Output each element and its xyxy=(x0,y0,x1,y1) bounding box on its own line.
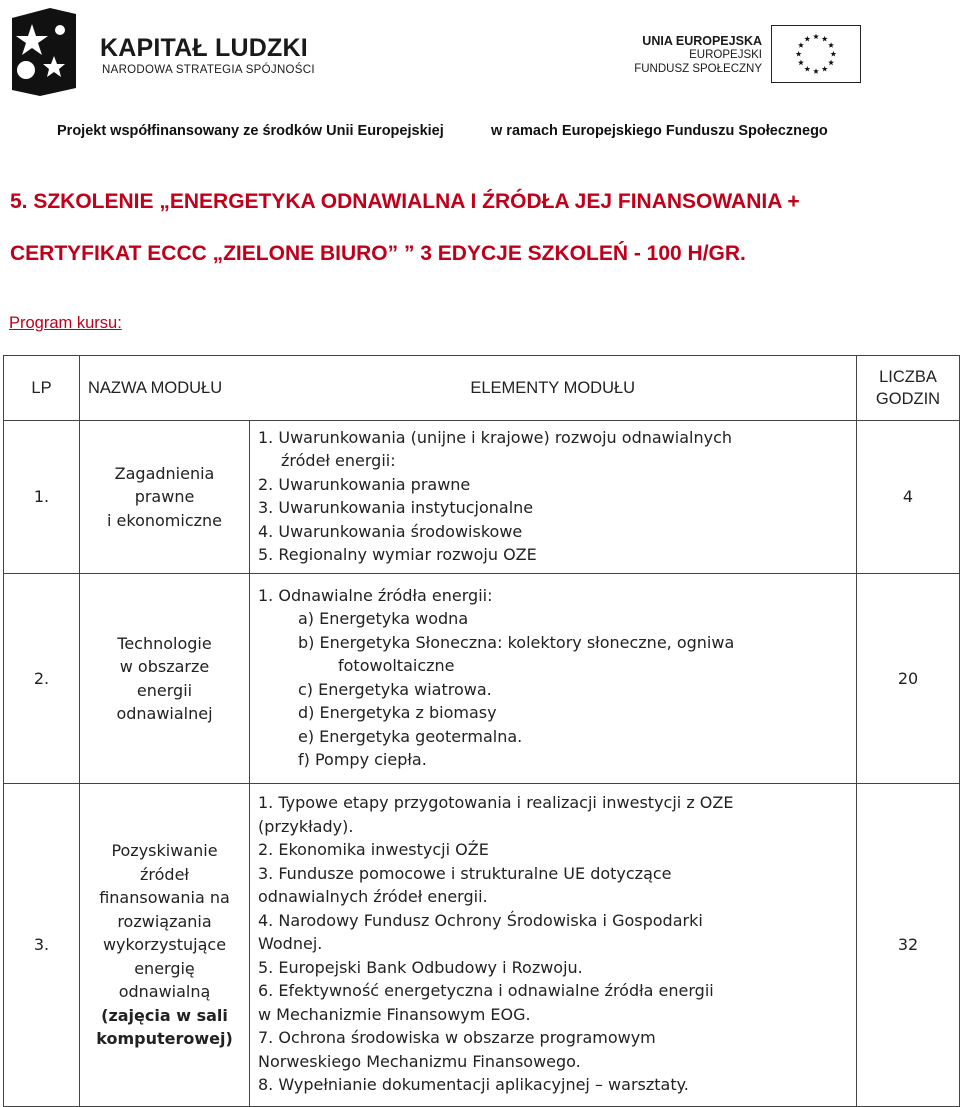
element-item: w Mechanizmie Finansowym EOG. xyxy=(258,1004,531,1024)
element-item: 1. Typowe etapy przygotowania i realizacji inwestycji z OZE xyxy=(258,793,734,813)
eu-star-icon xyxy=(813,68,819,74)
module-name-line: w obszarze xyxy=(119,657,210,676)
element-subitem: a) Energetyka wodna xyxy=(298,609,469,628)
table-row xyxy=(4,574,960,784)
element-item: 6. Efektywność energetyczna i odnawialne źródła energii xyxy=(258,981,714,1001)
element-subitem: e) Energetyka geotermalna. xyxy=(298,726,523,746)
eu-star-icon xyxy=(796,51,802,57)
element-item: 8. Wypełnianie dokumentacji aplikacyjnej – warsztaty. xyxy=(258,1075,689,1095)
header-lp: LP xyxy=(4,356,80,421)
module-name-line: rozwiązania xyxy=(117,911,212,931)
header-module-elements: ELEMENTY MODUŁU xyxy=(250,356,857,421)
table-header-row xyxy=(4,356,960,421)
title-line-1: 5. SZKOLENIE „ENERGETYKA ODNAWIALNA I ŹRÓDŁA JEJ FINANSOWANIA + xyxy=(10,190,800,213)
element-item: 1. Odnawialne źródła energii: xyxy=(258,585,493,605)
row-lp: 2. xyxy=(4,574,80,784)
eu-fund-label xyxy=(634,34,762,76)
kapital-ludzki-logo xyxy=(10,4,78,98)
element-item: 2. Ekonomika inwestycji OŹE xyxy=(258,840,489,860)
eu-star-icon xyxy=(822,66,828,72)
module-hours: 4 xyxy=(857,421,960,574)
module-name-line: Technologie xyxy=(117,633,212,653)
module-name xyxy=(80,421,250,574)
element-subitem: f) Pompy ciepła. xyxy=(298,750,427,769)
element-item: 4. Narodowy Fundusz Ochrony Środowiska i Gospodarki xyxy=(258,910,703,930)
eu-star-icon xyxy=(804,66,810,72)
header-hours-line1: LICZBA xyxy=(879,368,937,386)
table-row xyxy=(4,784,960,1107)
module-name-note: komputerowej) xyxy=(96,1029,233,1049)
element-item: (przykłady). xyxy=(258,816,354,836)
module-name-line: źródeł xyxy=(140,864,189,884)
module-name-line: odnawialną xyxy=(118,982,211,1002)
module-name-line: Pozyskiwanie xyxy=(111,841,218,861)
module-name-line: i ekonomiczne xyxy=(107,510,222,530)
element-item: 2. Uwarunkowania prawne xyxy=(258,474,471,494)
brand-subtitle: NARODOWA STRATEGIA SPÓJNOŚCI xyxy=(102,64,315,76)
ue-line2: EUROPEJSKI xyxy=(689,49,762,61)
project-left-text: Projekt współfinansowany ze środków Unii Europejskiej xyxy=(57,123,444,139)
element-item: 3. Uwarunkowania instytucjonalne xyxy=(258,498,534,517)
header-hours-line2: GODZIN xyxy=(875,390,941,408)
eu-star-icon xyxy=(830,51,836,57)
module-name-line: Zagadnienia xyxy=(114,463,215,483)
element-item: Norweskiego Mechanizmu Finansowego. xyxy=(258,1051,581,1071)
ue-line3: FUNDUSZ SPOŁECZNY xyxy=(634,63,762,75)
eu-star-icon xyxy=(804,36,810,42)
row-lp: 1. xyxy=(4,421,80,574)
program-label: Program kursu: xyxy=(9,314,122,332)
module-name-note: (zajęcia w sali xyxy=(101,1005,228,1025)
module-name-line: energię xyxy=(134,958,195,978)
module-name-line: finansowania na xyxy=(99,888,230,908)
element-subitem: d) Energetyka z biomasy xyxy=(298,703,497,722)
element-item: 7. Ochrona środowiska w obszarze programowym xyxy=(258,1028,656,1048)
row-lp: 3. xyxy=(4,784,80,1107)
page-title xyxy=(10,176,955,280)
element-item: źródeł energii: xyxy=(281,451,396,470)
element-item: 5. Regionalny wymiar rozwoju OZE xyxy=(258,545,537,564)
module-name-line: wykorzystujące xyxy=(102,935,227,955)
module-name-line: energii xyxy=(136,680,193,700)
module-name xyxy=(80,784,250,1107)
element-subitem: b) Energetyka Słoneczna: kolektory słoneczne, ogniwa xyxy=(298,632,735,652)
brand-title: KAPITAŁ LUDZKI xyxy=(100,34,308,62)
module-elements xyxy=(250,421,857,574)
element-item: 3. Fundusze pomocowe i strukturalne UE dotyczące xyxy=(258,863,672,883)
table-row xyxy=(4,421,960,574)
eu-star-icon xyxy=(828,60,834,66)
ue-line1: UNIA EUROPEJSKA xyxy=(642,34,762,48)
header-module-name: NAZWA MODUŁU xyxy=(80,356,250,421)
element-item: 5. Europejski Bank Odbudowy i Rozwoju. xyxy=(258,957,583,977)
element-item: 1. Uwarunkowania (unijne i krajowe) rozwoju odnawialnych xyxy=(258,427,732,447)
eu-star-icon xyxy=(813,34,819,40)
project-right-text: w ramach Europejskiego Funduszu Społecznego xyxy=(491,123,828,139)
module-name xyxy=(80,574,250,784)
module-elements xyxy=(250,784,857,1107)
element-subitem: c) Energetyka wiatrowa. xyxy=(298,679,492,699)
element-subitem: fotowoltaiczne xyxy=(338,656,455,675)
element-item: Wodnej. xyxy=(258,934,323,954)
module-name-line: prawne xyxy=(134,487,195,507)
eu-flag-icon xyxy=(771,25,861,83)
title-line-2: CERTYFIKAT ECCC „ZIELONE BIURO” ” 3 EDYCJE SZKOLEŃ - 100 H/GR. xyxy=(10,242,746,265)
eu-star-icon xyxy=(798,42,804,48)
module-hours: 32 xyxy=(857,784,960,1107)
element-item: 4. Uwarunkowania środowiskowe xyxy=(258,521,523,541)
element-item: odnawialnych źródeł energii. xyxy=(258,887,488,907)
eu-star-icon xyxy=(828,42,834,48)
course-program-table xyxy=(3,355,960,1107)
module-elements xyxy=(250,574,857,784)
module-hours: 20 xyxy=(857,574,960,784)
module-name-line: odnawialnej xyxy=(116,704,213,723)
eu-star-icon xyxy=(822,36,828,42)
header-hours xyxy=(857,356,960,421)
eu-star-icon xyxy=(798,60,804,66)
